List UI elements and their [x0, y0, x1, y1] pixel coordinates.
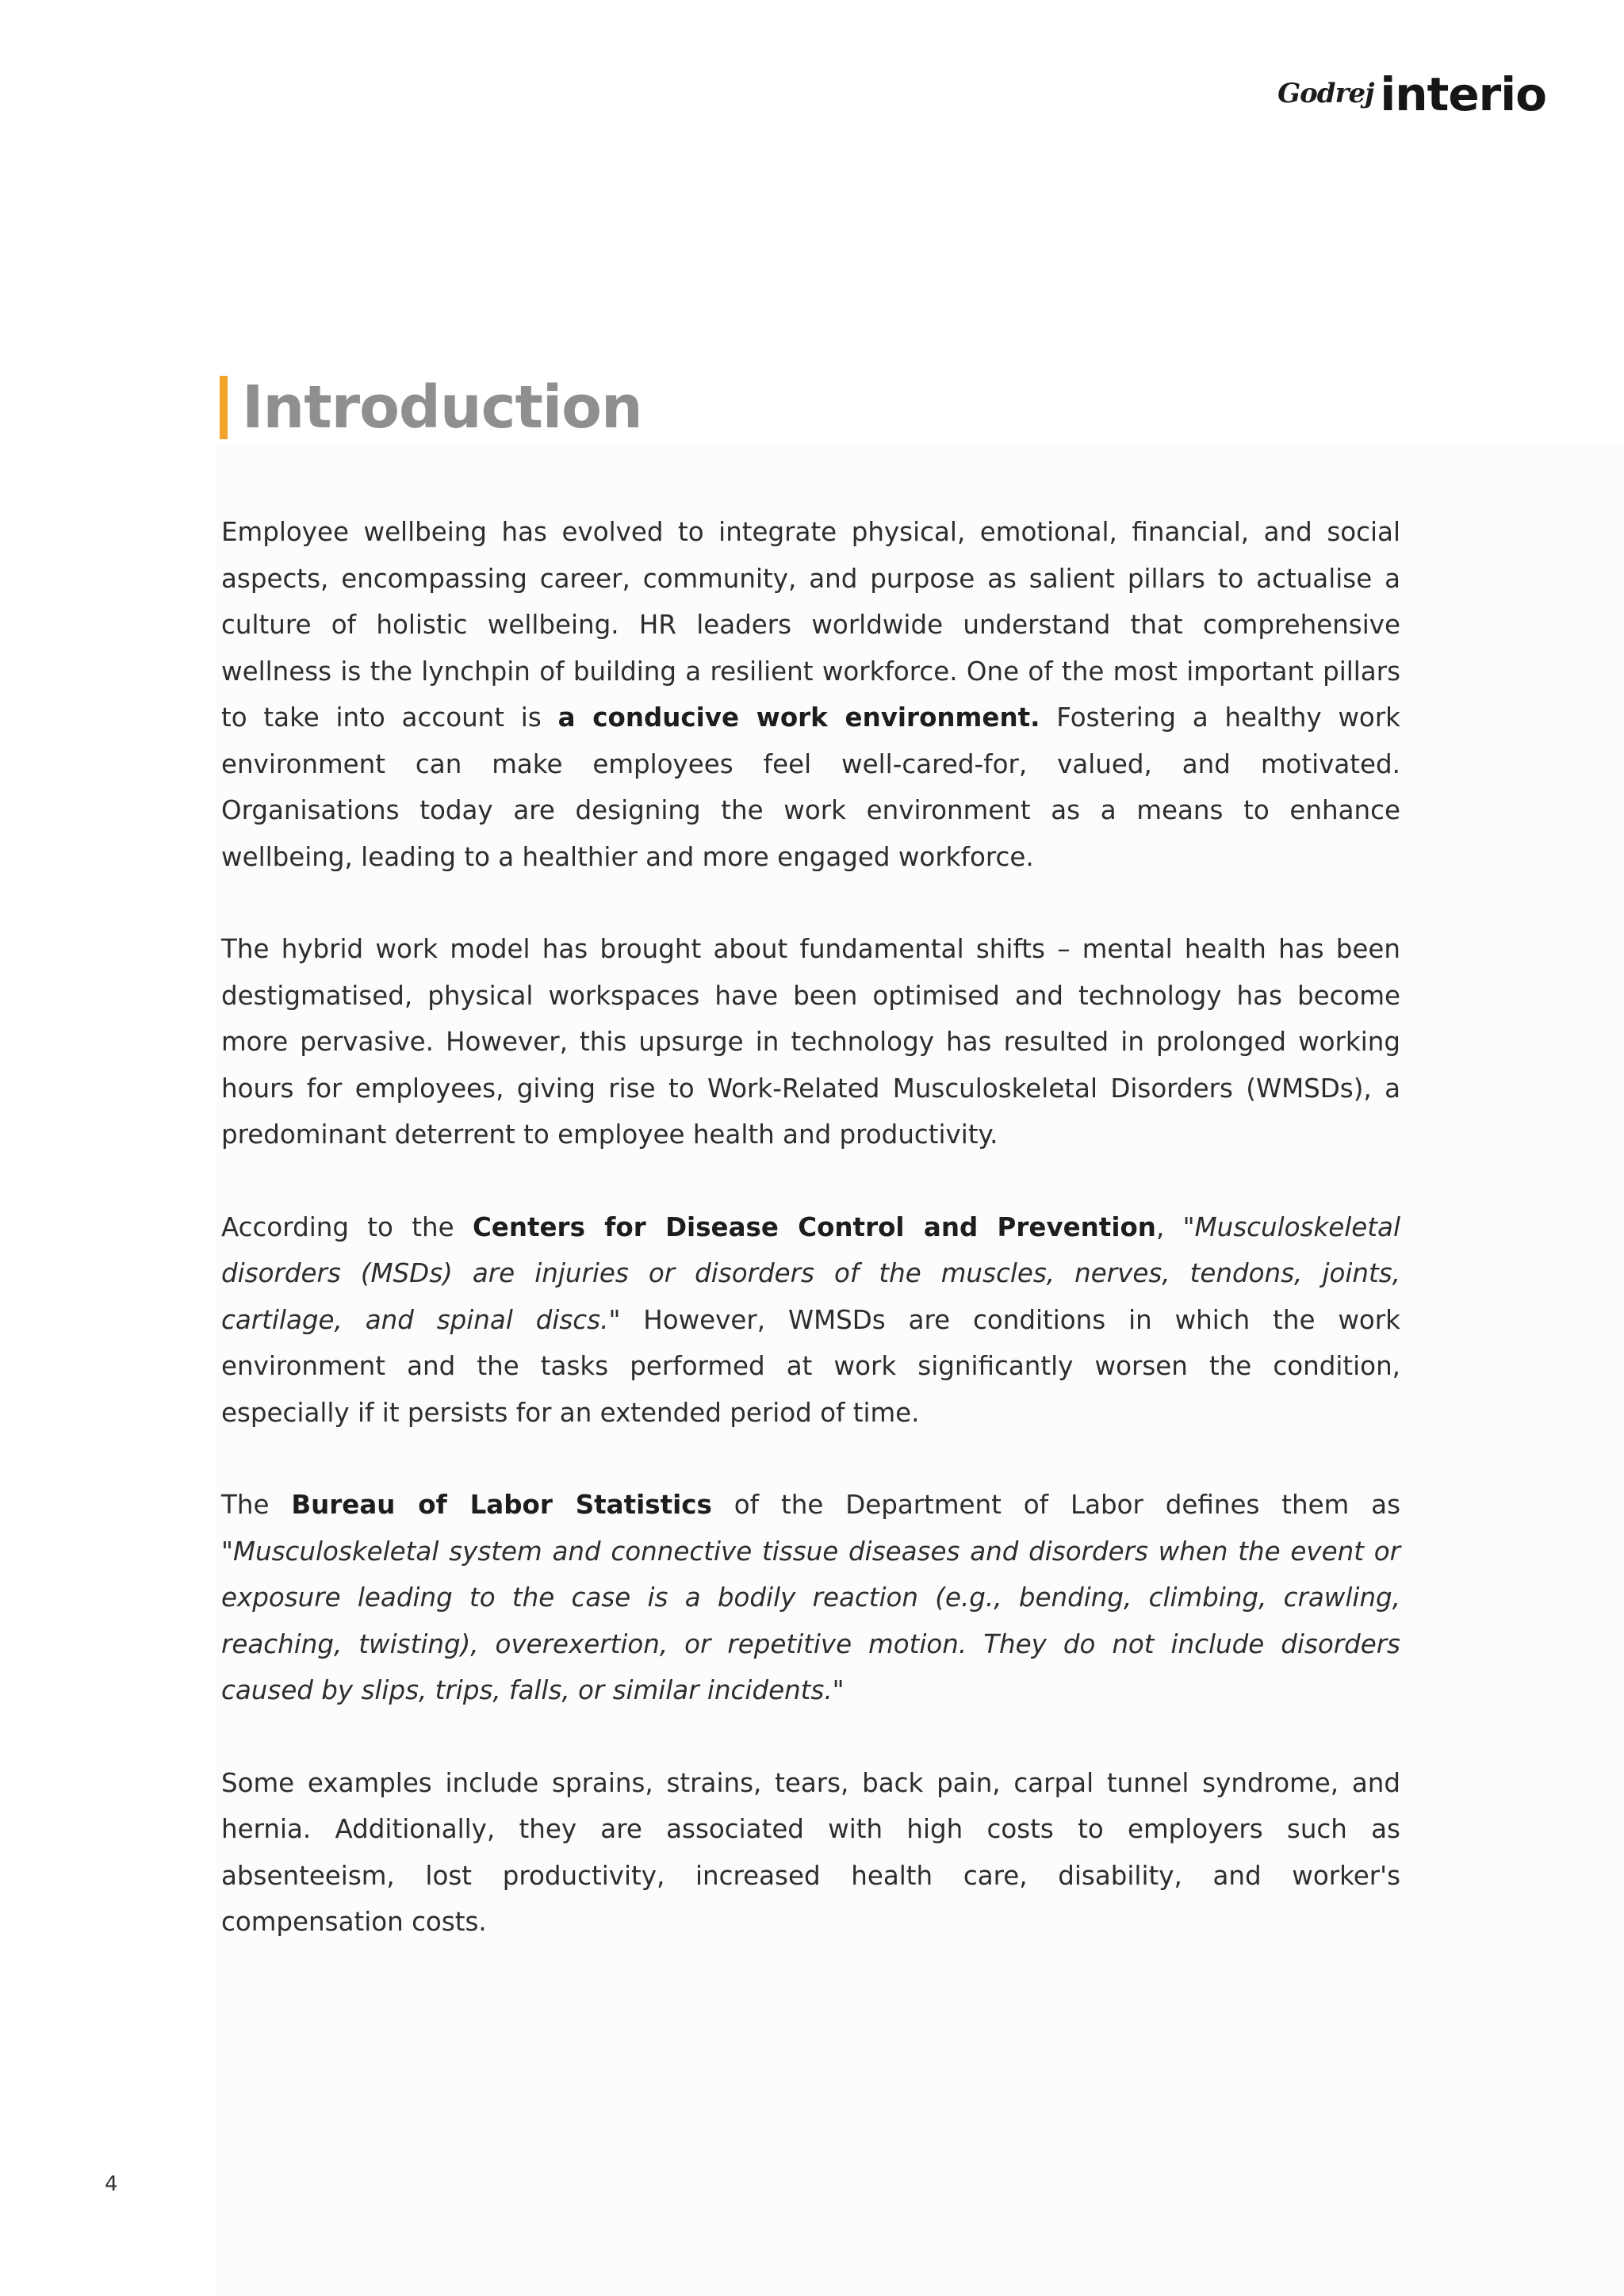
text-run: According to the — [221, 1211, 473, 1242]
body-text — [221, 509, 1400, 1992]
logo-script-text: Godrej — [1277, 78, 1374, 109]
italic-quote-run: "Musculoskeletal system and connective tissue diseases and disorders when the event or exposure leading to the case is a bodily reaction (e.g., bending, climbing, crawling, reaching, twisting), overexertion, or repetitive motion. They do not include disorders caused by slips, trips, falls, or similar incidents." — [221, 1536, 1400, 1705]
paragraph — [221, 1204, 1400, 1437]
text-run: The hybrid work model has brought about fundamental shifts – mental health has been destigmatised, physical workspaces have been optimised and technology has become more pervasive. However, this upsurge in technology has resulted in prolonged working hours for employees, giving rise to Work-Related Musculoskeletal Disorders (WMSDs), a predominant deterrent to employee health and productivity. — [221, 934, 1400, 1150]
paragraph — [221, 509, 1400, 880]
page-title: Introduction — [242, 373, 642, 442]
paragraph — [221, 926, 1400, 1158]
page-number: 4 — [105, 2172, 118, 2196]
bold-text-run: Centers for Disease Control and Prevention — [472, 1211, 1156, 1242]
text-run: , — [1155, 1211, 1183, 1242]
text-run: Employee wellbeing has evolved to integrate physical, emotional, financial, and social aspects, encompassing career, community, and purpose as salient pillars to actualise a culture of holistic wellbeing. HR leaders worldwide understand that comprehensive wellness is the lynchpin of building a resilient workforce. One of the most important pillars to take into account is — [221, 517, 1400, 733]
italic-quote-run: "Musculoskeletal disorders (MSDs) are injuries or disorders of the muscles, nerves, tendons, joints, cartilage, and spinal discs." — [221, 1211, 1400, 1335]
section-heading — [220, 373, 642, 442]
heading-accent-bar — [220, 376, 228, 439]
bold-text-run: Bureau of Labor Statistics — [291, 1490, 712, 1520]
bold-text-run: a conducive work environment. — [557, 702, 1040, 733]
text-run: Fostering a healthy work environment can make employees feel well-cared-for, valued, and motivated. Organisations today are designing the work environment as a means to enhance wellbeing, leading to a healthier and more engaged workforce. — [221, 702, 1401, 872]
logo-wordmark: interio — [1380, 67, 1546, 121]
text-run: However, WMSDs are conditions in which the work environment and the tasks performed at work significantly worsen the condition, especially if it persists for an extended period of time. — [221, 1304, 1400, 1428]
paragraph — [221, 1482, 1400, 1714]
text-run: The — [221, 1490, 292, 1520]
text-run: Some examples include sprains, strains, tears, back pain, carpal tunnel syndrome, and hernia. Additionally, they are associated with high costs to employers such as absenteeism, lost productivity, increased health care, disability, and worker's compensation costs. — [221, 1767, 1400, 1937]
text-run: of the Department of Labor defines them as — [711, 1490, 1400, 1520]
godrej-interio-logo — [1277, 67, 1546, 121]
paragraph — [221, 1760, 1400, 1946]
